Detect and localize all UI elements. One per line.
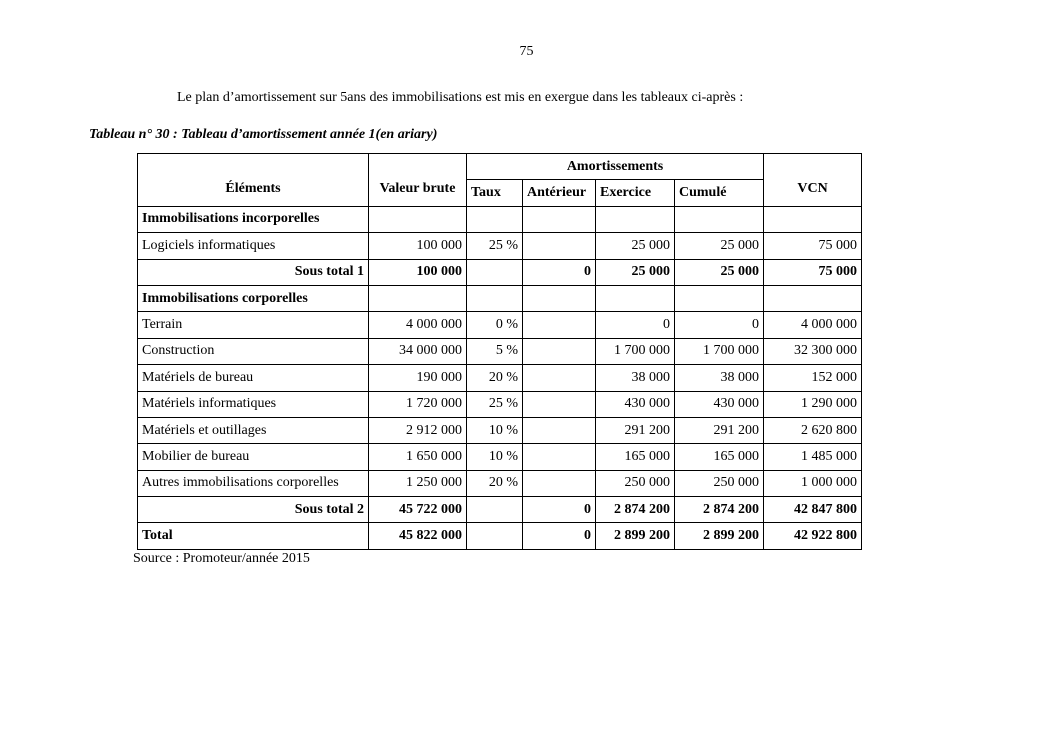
- table-row: [138, 338, 862, 364]
- table-cell: 25 000: [596, 233, 675, 259]
- table-cell: 45 822 000: [369, 523, 467, 549]
- table-cell: [523, 312, 596, 338]
- table-cell: 2 899 200: [675, 523, 764, 549]
- table-cell: 1 720 000: [369, 391, 467, 417]
- header-cumule: Cumulé: [675, 180, 764, 206]
- table-cell: [596, 285, 675, 311]
- table-cell: [523, 338, 596, 364]
- table-cell: 0: [523, 523, 596, 549]
- table-row: [138, 365, 862, 391]
- table-cell: [523, 365, 596, 391]
- table-cell: [523, 417, 596, 443]
- table-cell: 1 650 000: [369, 444, 467, 470]
- table-cell: [523, 233, 596, 259]
- header-vcn: VCN: [764, 154, 862, 207]
- table-cell: 25 000: [596, 259, 675, 285]
- table-cell: 25 %: [467, 391, 523, 417]
- intro-paragraph: Le plan d’amortissement sur 5ans des immobilisations est mis en exergue dans les tableaux ci-après :: [177, 90, 744, 105]
- table-cell: 4 000 000: [369, 312, 467, 338]
- table-cell: 34 000 000: [369, 338, 467, 364]
- table-cell: 0: [523, 259, 596, 285]
- table-cell: [675, 285, 764, 311]
- table-cell: [596, 206, 675, 232]
- table-cell: 250 000: [596, 470, 675, 496]
- table-cell: [369, 285, 467, 311]
- table-cell: 100 000: [369, 233, 467, 259]
- table-cell: 430 000: [596, 391, 675, 417]
- table-cell: 291 200: [596, 417, 675, 443]
- amortization-table: [137, 153, 862, 550]
- table-cell: 45 722 000: [369, 497, 467, 523]
- table-cell: [523, 285, 596, 311]
- table-cell: [523, 470, 596, 496]
- table-cell: 1 700 000: [596, 338, 675, 364]
- table-cell: [675, 206, 764, 232]
- table-cell: 430 000: [675, 391, 764, 417]
- table-cell: 20 %: [467, 365, 523, 391]
- table-cell: 10 %: [467, 417, 523, 443]
- header-anterieur: Antérieur: [523, 180, 596, 206]
- header-amortissements: Amortissements: [467, 154, 764, 180]
- table-row: [138, 470, 862, 496]
- table-cell: [764, 206, 862, 232]
- table-row: [138, 417, 862, 443]
- table-row: [138, 391, 862, 417]
- table-cell: 2 899 200: [596, 523, 675, 549]
- table-cell: 100 000: [369, 259, 467, 285]
- table-row: [138, 233, 862, 259]
- table-cell: [523, 206, 596, 232]
- table-cell: 25 000: [675, 233, 764, 259]
- table-caption: Tableau n° 30 : Tableau d’amortissement année 1(en ariary): [89, 127, 438, 142]
- table-cell: [467, 497, 523, 523]
- table-cell: 2 912 000: [369, 417, 467, 443]
- subtotal-row: [138, 259, 862, 285]
- table-cell: 165 000: [596, 444, 675, 470]
- table-cell: Sous total 2: [138, 497, 369, 523]
- table-cell: 2 874 200: [596, 497, 675, 523]
- table-cell: [764, 285, 862, 311]
- table-cell: 25 000: [675, 259, 764, 285]
- total-row: [138, 523, 862, 549]
- header-elements: Éléments: [138, 154, 369, 207]
- table-row: [138, 444, 862, 470]
- table-cell: 25 %: [467, 233, 523, 259]
- table-cell: Logiciels informatiques: [138, 233, 369, 259]
- table-cell: 0: [523, 497, 596, 523]
- header-taux: Taux: [467, 180, 523, 206]
- table-cell: 152 000: [764, 365, 862, 391]
- table-cell: 5 %: [467, 338, 523, 364]
- table-cell: 0 %: [467, 312, 523, 338]
- table-cell: Sous total 1: [138, 259, 369, 285]
- table-cell: 250 000: [675, 470, 764, 496]
- table-cell: 32 300 000: [764, 338, 862, 364]
- subtotal-row: [138, 497, 862, 523]
- table-body: [138, 206, 862, 549]
- table-cell: Autres immobilisations corporelles: [138, 470, 369, 496]
- table-cell: 1 290 000: [764, 391, 862, 417]
- table-cell: Terrain: [138, 312, 369, 338]
- table-cell: 20 %: [467, 470, 523, 496]
- table-cell: [369, 206, 467, 232]
- table-cell: 75 000: [764, 259, 862, 285]
- table-cell: 190 000: [369, 365, 467, 391]
- table-cell: 0: [596, 312, 675, 338]
- table-cell: [523, 391, 596, 417]
- table-cell: 4 000 000: [764, 312, 862, 338]
- table-cell: 1 000 000: [764, 470, 862, 496]
- table-cell: 291 200: [675, 417, 764, 443]
- table-cell: [467, 285, 523, 311]
- table-cell: Construction: [138, 338, 369, 364]
- table-cell: 42 922 800: [764, 523, 862, 549]
- table-cell: [467, 523, 523, 549]
- table-cell: 0: [675, 312, 764, 338]
- table-cell: [467, 206, 523, 232]
- table-cell: Matériels informatiques: [138, 391, 369, 417]
- table-cell: 42 847 800: [764, 497, 862, 523]
- section-row: [138, 285, 862, 311]
- table-cell: 165 000: [675, 444, 764, 470]
- table-cell: Mobilier de bureau: [138, 444, 369, 470]
- section-row: [138, 206, 862, 232]
- table-cell: Matériels et outillages: [138, 417, 369, 443]
- table-cell: [523, 444, 596, 470]
- table-cell: 1 700 000: [675, 338, 764, 364]
- table-cell: Total: [138, 523, 369, 549]
- table-cell: Immobilisations incorporelles: [138, 206, 369, 232]
- header-valeur-brute: Valeur brute: [369, 154, 467, 207]
- table-cell: [467, 259, 523, 285]
- table-cell: 75 000: [764, 233, 862, 259]
- source-note: Source : Promoteur/année 2015: [133, 551, 310, 566]
- table-cell: 1 485 000: [764, 444, 862, 470]
- page-number: 75: [519, 44, 534, 59]
- table-cell: 10 %: [467, 444, 523, 470]
- table-cell: 38 000: [675, 365, 764, 391]
- table-row: [138, 312, 862, 338]
- table-cell: Immobilisations corporelles: [138, 285, 369, 311]
- table-cell: 2 620 800: [764, 417, 862, 443]
- table-cell: Matériels de bureau: [138, 365, 369, 391]
- table-cell: 1 250 000: [369, 470, 467, 496]
- header-exercice: Exercice: [596, 180, 675, 206]
- table-cell: 38 000: [596, 365, 675, 391]
- table-cell: 2 874 200: [675, 497, 764, 523]
